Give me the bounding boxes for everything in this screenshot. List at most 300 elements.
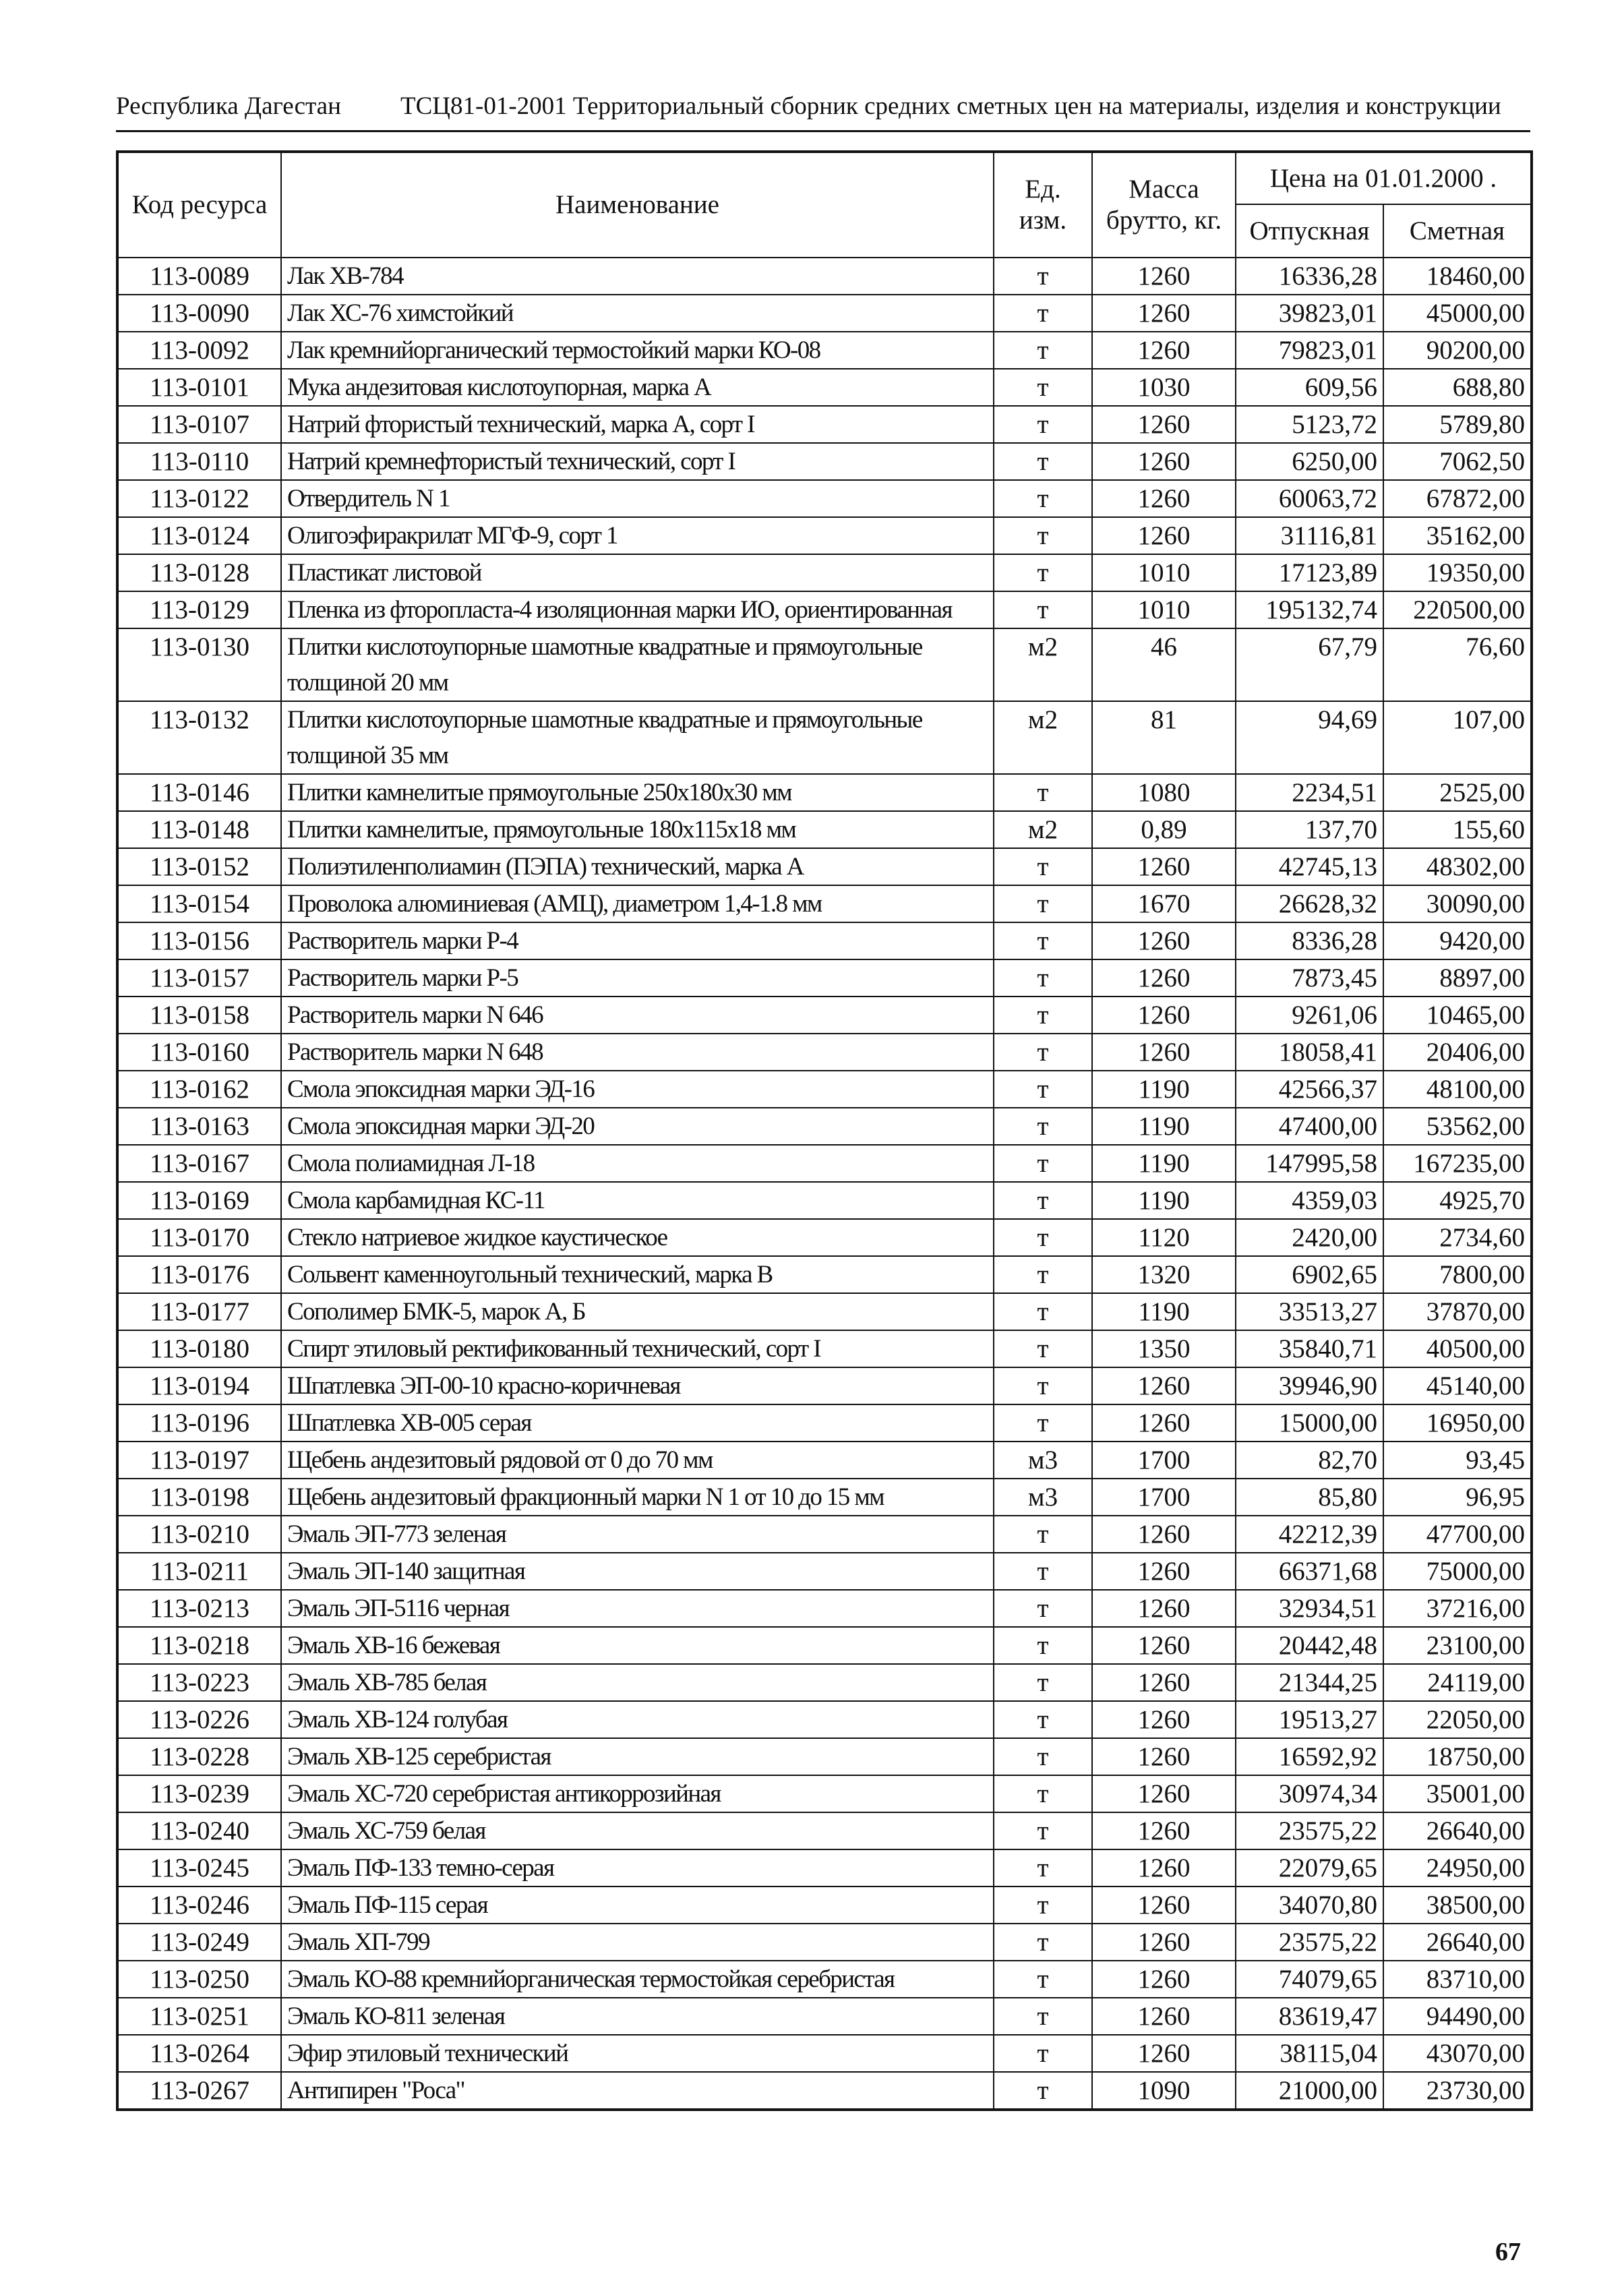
- table-row: [117, 480, 1532, 517]
- cell-mass: 1260: [1092, 1664, 1236, 1701]
- cell-mass: 1260: [1092, 848, 1236, 885]
- cell-estimate-price: 47700,00: [1383, 1516, 1532, 1553]
- cell-mass: 1670: [1092, 885, 1236, 922]
- cell-estimate-price: 43070,00: [1383, 2035, 1532, 2072]
- table-row: [117, 701, 1532, 774]
- cell-name: Мука андезитовая кислотоупорная, марка А: [281, 369, 994, 406]
- cell-estimate-price: 48302,00: [1383, 848, 1532, 885]
- cell-code: 113-0107: [117, 406, 281, 443]
- cell-code: 113-0110: [117, 443, 281, 480]
- cell-unit: т: [994, 1404, 1092, 1442]
- cell-release-price: 7873,45: [1236, 959, 1383, 997]
- cell-name: Плитки кислотоупорные шамотные квадратные и прямоугольные толщиной 35 мм: [281, 701, 994, 774]
- cell-release-price: 32934,51: [1236, 1590, 1383, 1627]
- cell-code: 113-0197: [117, 1442, 281, 1479]
- table-row: [117, 1516, 1532, 1553]
- cell-release-price: 137,70: [1236, 811, 1383, 848]
- cell-mass: 1320: [1092, 1256, 1236, 1293]
- cell-unit: м2: [994, 811, 1092, 848]
- cell-release-price: 39946,90: [1236, 1367, 1383, 1404]
- cell-unit: т: [994, 1516, 1092, 1553]
- cell-code: 113-0157: [117, 959, 281, 997]
- cell-estimate-price: 37216,00: [1383, 1590, 1532, 1627]
- cell-release-price: 79823,01: [1236, 332, 1383, 369]
- cell-release-price: 23575,22: [1236, 1812, 1383, 1849]
- table-row: [117, 1034, 1532, 1071]
- cell-name: Эмаль ЭП-5116 черная: [281, 1590, 994, 1627]
- cell-code: 113-0101: [117, 369, 281, 406]
- cell-code: 113-0239: [117, 1775, 281, 1812]
- cell-unit: т: [994, 1812, 1092, 1849]
- cell-release-price: 16592,92: [1236, 1738, 1383, 1775]
- cell-mass: 1350: [1092, 1330, 1236, 1367]
- cell-estimate-price: 96,95: [1383, 1479, 1532, 1516]
- cell-estimate-price: 35001,00: [1383, 1775, 1532, 1812]
- cell-name: Эмаль ЭП-140 защитная: [281, 1553, 994, 1590]
- cell-code: 113-0090: [117, 295, 281, 332]
- cell-estimate-price: 688,80: [1383, 369, 1532, 406]
- table-row: [117, 1998, 1532, 2035]
- cell-mass: 1190: [1092, 1071, 1236, 1108]
- cell-mass: 1260: [1092, 1961, 1236, 1998]
- cell-mass: 1260: [1092, 1812, 1236, 1849]
- table-row: [117, 2035, 1532, 2072]
- cell-release-price: 85,80: [1236, 1479, 1383, 1516]
- cell-mass: 1260: [1092, 1775, 1236, 1812]
- price-table: [116, 150, 1533, 2111]
- table-row: [117, 1590, 1532, 1627]
- cell-code: 113-0128: [117, 554, 281, 591]
- table-row: [117, 1812, 1532, 1849]
- cell-estimate-price: 24950,00: [1383, 1849, 1532, 1887]
- table-body: [117, 258, 1532, 2110]
- header-region: Республика Дагестан: [116, 92, 341, 120]
- cell-release-price: 83619,47: [1236, 1998, 1383, 2035]
- cell-release-price: 21344,25: [1236, 1664, 1383, 1701]
- table-row: [117, 554, 1532, 591]
- cell-release-price: 15000,00: [1236, 1404, 1383, 1442]
- cell-unit: м2: [994, 628, 1092, 701]
- cell-unit: т: [994, 1590, 1092, 1627]
- table-row: [117, 1664, 1532, 1701]
- cell-estimate-price: 76,60: [1383, 628, 1532, 701]
- cell-unit: т: [994, 1071, 1092, 1108]
- cell-name: Отвердитель N 1: [281, 480, 994, 517]
- cell-name: Шпатлевка ЭП-00-10 красно-коричневая: [281, 1367, 994, 1404]
- cell-unit: т: [994, 997, 1092, 1034]
- cell-code: 113-0177: [117, 1293, 281, 1330]
- cell-release-price: 2234,51: [1236, 774, 1383, 811]
- cell-name: Пленка из фторопласта-4 изоляционная марки ИО, ориентированная: [281, 591, 994, 628]
- cell-release-price: 47400,00: [1236, 1108, 1383, 1145]
- table-row: [117, 1479, 1532, 1516]
- cell-mass: 1260: [1092, 1404, 1236, 1442]
- cell-name: Эфир этиловый технический: [281, 2035, 994, 2072]
- cell-unit: т: [994, 2035, 1092, 2072]
- cell-code: 113-0210: [117, 1516, 281, 1553]
- cell-name: Щебень андезитовый рядовой от 0 до 70 мм: [281, 1442, 994, 1479]
- cell-unit: т: [994, 1367, 1092, 1404]
- cell-release-price: 6250,00: [1236, 443, 1383, 480]
- cell-release-price: 19513,27: [1236, 1701, 1383, 1738]
- cell-code: 113-0211: [117, 1553, 281, 1590]
- cell-name: Смола карбамидная КС-11: [281, 1182, 994, 1219]
- column-header-name: Наименование: [281, 152, 994, 258]
- cell-mass: 1260: [1092, 1849, 1236, 1887]
- cell-estimate-price: 37870,00: [1383, 1293, 1532, 1330]
- cell-mass: 1260: [1092, 332, 1236, 369]
- cell-unit: т: [994, 885, 1092, 922]
- cell-estimate-price: 83710,00: [1383, 1961, 1532, 1998]
- cell-estimate-price: 38500,00: [1383, 1887, 1532, 1924]
- cell-unit: т: [994, 406, 1092, 443]
- cell-code: 113-0245: [117, 1849, 281, 1887]
- cell-estimate-price: 18460,00: [1383, 258, 1532, 295]
- cell-estimate-price: 18750,00: [1383, 1738, 1532, 1775]
- cell-mass: 1190: [1092, 1145, 1236, 1182]
- table-row: [117, 1961, 1532, 1998]
- table-row: [117, 1738, 1532, 1775]
- cell-unit: т: [994, 1108, 1092, 1145]
- cell-unit: т: [994, 959, 1092, 997]
- cell-mass: 81: [1092, 701, 1236, 774]
- cell-code: 113-0089: [117, 258, 281, 295]
- cell-estimate-price: 35162,00: [1383, 517, 1532, 554]
- cell-release-price: 42745,13: [1236, 848, 1383, 885]
- cell-name: Растворитель марки N 646: [281, 997, 994, 1034]
- cell-name: Плитки камнелитые, прямоугольные 180x115x18 мм: [281, 811, 994, 848]
- cell-estimate-price: 94490,00: [1383, 1998, 1532, 2035]
- cell-estimate-price: 155,60: [1383, 811, 1532, 848]
- table-row: [117, 1182, 1532, 1219]
- cell-estimate-price: 45000,00: [1383, 295, 1532, 332]
- cell-mass: 1260: [1092, 406, 1236, 443]
- table-row: [117, 1367, 1532, 1404]
- cell-code: 113-0228: [117, 1738, 281, 1775]
- header-title: ТСЦ81-01-2001 Территориальный сборник средних сметных цен на материалы, изделия и конструкции: [400, 92, 1501, 120]
- cell-unit: т: [994, 258, 1092, 295]
- cell-unit: т: [994, 1849, 1092, 1887]
- cell-unit: т: [994, 1998, 1092, 2035]
- cell-mass: 1190: [1092, 1293, 1236, 1330]
- table-row: [117, 517, 1532, 554]
- cell-code: 113-0267: [117, 2072, 281, 2110]
- cell-code: 113-0152: [117, 848, 281, 885]
- header-rule: [116, 130, 1530, 132]
- cell-unit: м2: [994, 701, 1092, 774]
- cell-name: Антипирен "Роса": [281, 2072, 994, 2110]
- table-row: [117, 1293, 1532, 1330]
- cell-estimate-price: 20406,00: [1383, 1034, 1532, 1071]
- table-row: [117, 1775, 1532, 1812]
- table-row: [117, 406, 1532, 443]
- cell-mass: 1010: [1092, 554, 1236, 591]
- cell-estimate-price: 23100,00: [1383, 1627, 1532, 1664]
- cell-release-price: 38115,04: [1236, 2035, 1383, 2072]
- cell-mass: 1260: [1092, 443, 1236, 480]
- cell-unit: т: [994, 1924, 1092, 1961]
- table-row: [117, 1071, 1532, 1108]
- cell-name: Смола эпоксидная марки ЭД-16: [281, 1071, 994, 1108]
- cell-mass: 1080: [1092, 774, 1236, 811]
- cell-name: Олигоэфиракрилат МГФ-9, сорт 1: [281, 517, 994, 554]
- cell-unit: т: [994, 1219, 1092, 1256]
- cell-release-price: 35840,71: [1236, 1330, 1383, 1367]
- cell-unit: м3: [994, 1479, 1092, 1516]
- cell-code: 113-0194: [117, 1367, 281, 1404]
- table-row: [117, 1145, 1532, 1182]
- cell-estimate-price: 53562,00: [1383, 1108, 1532, 1145]
- table-row: [117, 1553, 1532, 1590]
- cell-unit: т: [994, 332, 1092, 369]
- cell-unit: т: [994, 1182, 1092, 1219]
- cell-unit: т: [994, 554, 1092, 591]
- cell-release-price: 74079,65: [1236, 1961, 1383, 1998]
- cell-unit: т: [994, 295, 1092, 332]
- cell-unit: т: [994, 1293, 1092, 1330]
- cell-unit: т: [994, 848, 1092, 885]
- table-row: [117, 1108, 1532, 1145]
- cell-name: Эмаль ХС-759 белая: [281, 1812, 994, 1849]
- cell-name: Шпатлевка ХВ-005 серая: [281, 1404, 994, 1442]
- cell-unit: т: [994, 1145, 1092, 1182]
- cell-code: 113-0169: [117, 1182, 281, 1219]
- cell-release-price: 4359,03: [1236, 1182, 1383, 1219]
- cell-estimate-price: 4925,70: [1383, 1182, 1532, 1219]
- cell-code: 113-0122: [117, 480, 281, 517]
- cell-release-price: 21000,00: [1236, 2072, 1383, 2110]
- cell-code: 113-0129: [117, 591, 281, 628]
- cell-name: Пластикат листовой: [281, 554, 994, 591]
- table-row: [117, 1849, 1532, 1887]
- table-row: [117, 997, 1532, 1034]
- cell-code: 113-0163: [117, 1108, 281, 1145]
- cell-release-price: 16336,28: [1236, 258, 1383, 295]
- table-row: [117, 1219, 1532, 1256]
- cell-estimate-price: 167235,00: [1383, 1145, 1532, 1182]
- cell-release-price: 26628,32: [1236, 885, 1383, 922]
- cell-release-price: 147995,58: [1236, 1145, 1383, 1182]
- cell-code: 113-0198: [117, 1479, 281, 1516]
- cell-release-price: 6902,65: [1236, 1256, 1383, 1293]
- cell-estimate-price: 30090,00: [1383, 885, 1532, 922]
- page-header: [116, 89, 1530, 124]
- table-row: [117, 258, 1532, 295]
- table-row: [117, 1330, 1532, 1367]
- table-row: [117, 1924, 1532, 1961]
- table-row: [117, 443, 1532, 480]
- cell-estimate-price: 26640,00: [1383, 1924, 1532, 1961]
- cell-code: 113-0249: [117, 1924, 281, 1961]
- cell-code: 113-0154: [117, 885, 281, 922]
- cell-code: 113-0167: [117, 1145, 281, 1182]
- cell-code: 113-0162: [117, 1071, 281, 1108]
- cell-unit: т: [994, 1330, 1092, 1367]
- cell-estimate-price: 26640,00: [1383, 1812, 1532, 1849]
- cell-code: 113-0180: [117, 1330, 281, 1367]
- cell-mass: 1260: [1092, 997, 1236, 1034]
- cell-mass: 1260: [1092, 1887, 1236, 1924]
- cell-unit: т: [994, 1701, 1092, 1738]
- cell-release-price: 34070,80: [1236, 1887, 1383, 1924]
- cell-unit: т: [994, 774, 1092, 811]
- cell-name: Эмаль ХС-720 серебристая антикоррозийная: [281, 1775, 994, 1812]
- cell-estimate-price: 5789,80: [1383, 406, 1532, 443]
- cell-name: Эмаль ХВ-785 белая: [281, 1664, 994, 1701]
- cell-code: 113-0246: [117, 1887, 281, 1924]
- cell-code: 113-0251: [117, 1998, 281, 2035]
- cell-name: Спирт этиловый ректификованный технический, сорт I: [281, 1330, 994, 1367]
- cell-unit: т: [994, 1553, 1092, 1590]
- cell-code: 113-0156: [117, 922, 281, 959]
- cell-unit: т: [994, 591, 1092, 628]
- cell-unit: м3: [994, 1442, 1092, 1479]
- cell-mass: 1260: [1092, 1034, 1236, 1071]
- cell-mass: 1260: [1092, 480, 1236, 517]
- table-row: [117, 959, 1532, 997]
- cell-mass: 1260: [1092, 959, 1236, 997]
- cell-release-price: 609,56: [1236, 369, 1383, 406]
- cell-code: 113-0240: [117, 1812, 281, 1849]
- cell-estimate-price: 24119,00: [1383, 1664, 1532, 1701]
- cell-name: Лак ХВ-784: [281, 258, 994, 295]
- cell-name: Плитки камнелитые прямоугольные 250x180x30 мм: [281, 774, 994, 811]
- cell-release-price: 30974,34: [1236, 1775, 1383, 1812]
- cell-mass: 1260: [1092, 517, 1236, 554]
- cell-estimate-price: 19350,00: [1383, 554, 1532, 591]
- cell-name: Смола эпоксидная марки ЭД-20: [281, 1108, 994, 1145]
- cell-code: 113-0160: [117, 1034, 281, 1071]
- cell-release-price: 17123,89: [1236, 554, 1383, 591]
- page-number: 67: [1495, 2238, 1521, 2266]
- cell-name: Эмаль ПФ-115 серая: [281, 1887, 994, 1924]
- cell-mass: 1190: [1092, 1108, 1236, 1145]
- cell-name: Лак кремнийорганический термостойкий марки КО-08: [281, 332, 994, 369]
- cell-release-price: 18058,41: [1236, 1034, 1383, 1071]
- cell-release-price: 195132,74: [1236, 591, 1383, 628]
- cell-mass: 1260: [1092, 1738, 1236, 1775]
- cell-name: Растворитель марки N 648: [281, 1034, 994, 1071]
- cell-unit: т: [994, 2072, 1092, 2110]
- table-header: [117, 152, 1532, 258]
- cell-unit: т: [994, 480, 1092, 517]
- cell-mass: 1260: [1092, 1553, 1236, 1590]
- cell-unit: т: [994, 1961, 1092, 1998]
- cell-estimate-price: 48100,00: [1383, 1071, 1532, 1108]
- cell-release-price: 2420,00: [1236, 1219, 1383, 1256]
- cell-mass: 1030: [1092, 369, 1236, 406]
- cell-estimate-price: 2525,00: [1383, 774, 1532, 811]
- cell-mass: 1010: [1092, 591, 1236, 628]
- cell-unit: т: [994, 1738, 1092, 1775]
- cell-mass: 1260: [1092, 258, 1236, 295]
- cell-code: 113-0124: [117, 517, 281, 554]
- cell-mass: 1260: [1092, 295, 1236, 332]
- cell-name: Стекло натриевое жидкое каустическое: [281, 1219, 994, 1256]
- column-header-mass: Масса брутто, кг.: [1092, 152, 1236, 258]
- cell-estimate-price: 7800,00: [1383, 1256, 1532, 1293]
- column-header-estimate-price: Сметная: [1383, 204, 1532, 258]
- cell-mass: 1260: [1092, 1367, 1236, 1404]
- cell-release-price: 94,69: [1236, 701, 1383, 774]
- cell-estimate-price: 220500,00: [1383, 591, 1532, 628]
- cell-release-price: 33513,27: [1236, 1293, 1383, 1330]
- cell-name: Натрий кремнефтористый технический, сорт I: [281, 443, 994, 480]
- cell-name: Эмаль КО-811 зеленая: [281, 1998, 994, 2035]
- cell-estimate-price: 22050,00: [1383, 1701, 1532, 1738]
- cell-estimate-price: 23730,00: [1383, 2072, 1532, 2110]
- cell-estimate-price: 90200,00: [1383, 332, 1532, 369]
- cell-code: 113-0170: [117, 1219, 281, 1256]
- cell-name: Эмаль ЭП-773 зеленая: [281, 1516, 994, 1553]
- cell-unit: т: [994, 1775, 1092, 1812]
- cell-estimate-price: 7062,50: [1383, 443, 1532, 480]
- cell-name: Плитки кислотоупорные шамотные квадратные и прямоугольные толщиной 20 мм: [281, 628, 994, 701]
- cell-unit: т: [994, 922, 1092, 959]
- cell-mass: 1260: [1092, 1627, 1236, 1664]
- table-row: [117, 1256, 1532, 1293]
- column-header-price-group: Цена на 01.01.2000 .: [1236, 152, 1532, 204]
- cell-name: Эмаль КО-88 кремнийорганическая термостойкая серебристая: [281, 1961, 994, 1998]
- column-header-release-price: Отпускная: [1236, 204, 1383, 258]
- cell-mass: 1700: [1092, 1479, 1236, 1516]
- cell-mass: 1260: [1092, 1590, 1236, 1627]
- cell-estimate-price: 9420,00: [1383, 922, 1532, 959]
- cell-release-price: 42212,39: [1236, 1516, 1383, 1553]
- cell-mass: 1190: [1092, 1182, 1236, 1219]
- cell-unit: т: [994, 443, 1092, 480]
- cell-estimate-price: 16950,00: [1383, 1404, 1532, 1442]
- cell-unit: т: [994, 1627, 1092, 1664]
- cell-release-price: 9261,06: [1236, 997, 1383, 1034]
- table-row: [117, 1627, 1532, 1664]
- cell-name: Полиэтиленполиамин (ПЭПА) технический, марка А: [281, 848, 994, 885]
- cell-name: Лак ХС-76 химстойкий: [281, 295, 994, 332]
- cell-code: 113-0226: [117, 1701, 281, 1738]
- cell-name: Смола полиамидная Л-18: [281, 1145, 994, 1182]
- cell-name: Растворитель марки Р-5: [281, 959, 994, 997]
- cell-release-price: 20442,48: [1236, 1627, 1383, 1664]
- table-row: [117, 774, 1532, 811]
- cell-release-price: 31116,81: [1236, 517, 1383, 554]
- cell-mass: 1090: [1092, 2072, 1236, 2110]
- cell-mass: 1120: [1092, 1219, 1236, 1256]
- table-row: [117, 332, 1532, 369]
- table-row: [117, 848, 1532, 885]
- cell-unit: т: [994, 1256, 1092, 1293]
- cell-release-price: 5123,72: [1236, 406, 1383, 443]
- cell-estimate-price: 75000,00: [1383, 1553, 1532, 1590]
- cell-code: 113-0132: [117, 701, 281, 774]
- cell-name: Сольвент каменноугольный технический, марка В: [281, 1256, 994, 1293]
- cell-release-price: 23575,22: [1236, 1924, 1383, 1961]
- cell-code: 113-0218: [117, 1627, 281, 1664]
- cell-unit: т: [994, 1034, 1092, 1071]
- cell-estimate-price: 107,00: [1383, 701, 1532, 774]
- cell-mass: 1260: [1092, 1701, 1236, 1738]
- cell-release-price: 22079,65: [1236, 1849, 1383, 1887]
- table-row: [117, 885, 1532, 922]
- table-row: [117, 591, 1532, 628]
- cell-name: Растворитель марки Р-4: [281, 922, 994, 959]
- cell-name: Эмаль ХВ-16 бежевая: [281, 1627, 994, 1664]
- table-row: [117, 1887, 1532, 1924]
- cell-estimate-price: 40500,00: [1383, 1330, 1532, 1367]
- cell-name: Проволока алюминиевая (АМЦ), диаметром 1,4-1.8 мм: [281, 885, 994, 922]
- cell-mass: 1260: [1092, 1924, 1236, 1961]
- table-row: [117, 1442, 1532, 1479]
- cell-name: Щебень андезитовый фракционный марки N 1 от 10 до 15 мм: [281, 1479, 994, 1516]
